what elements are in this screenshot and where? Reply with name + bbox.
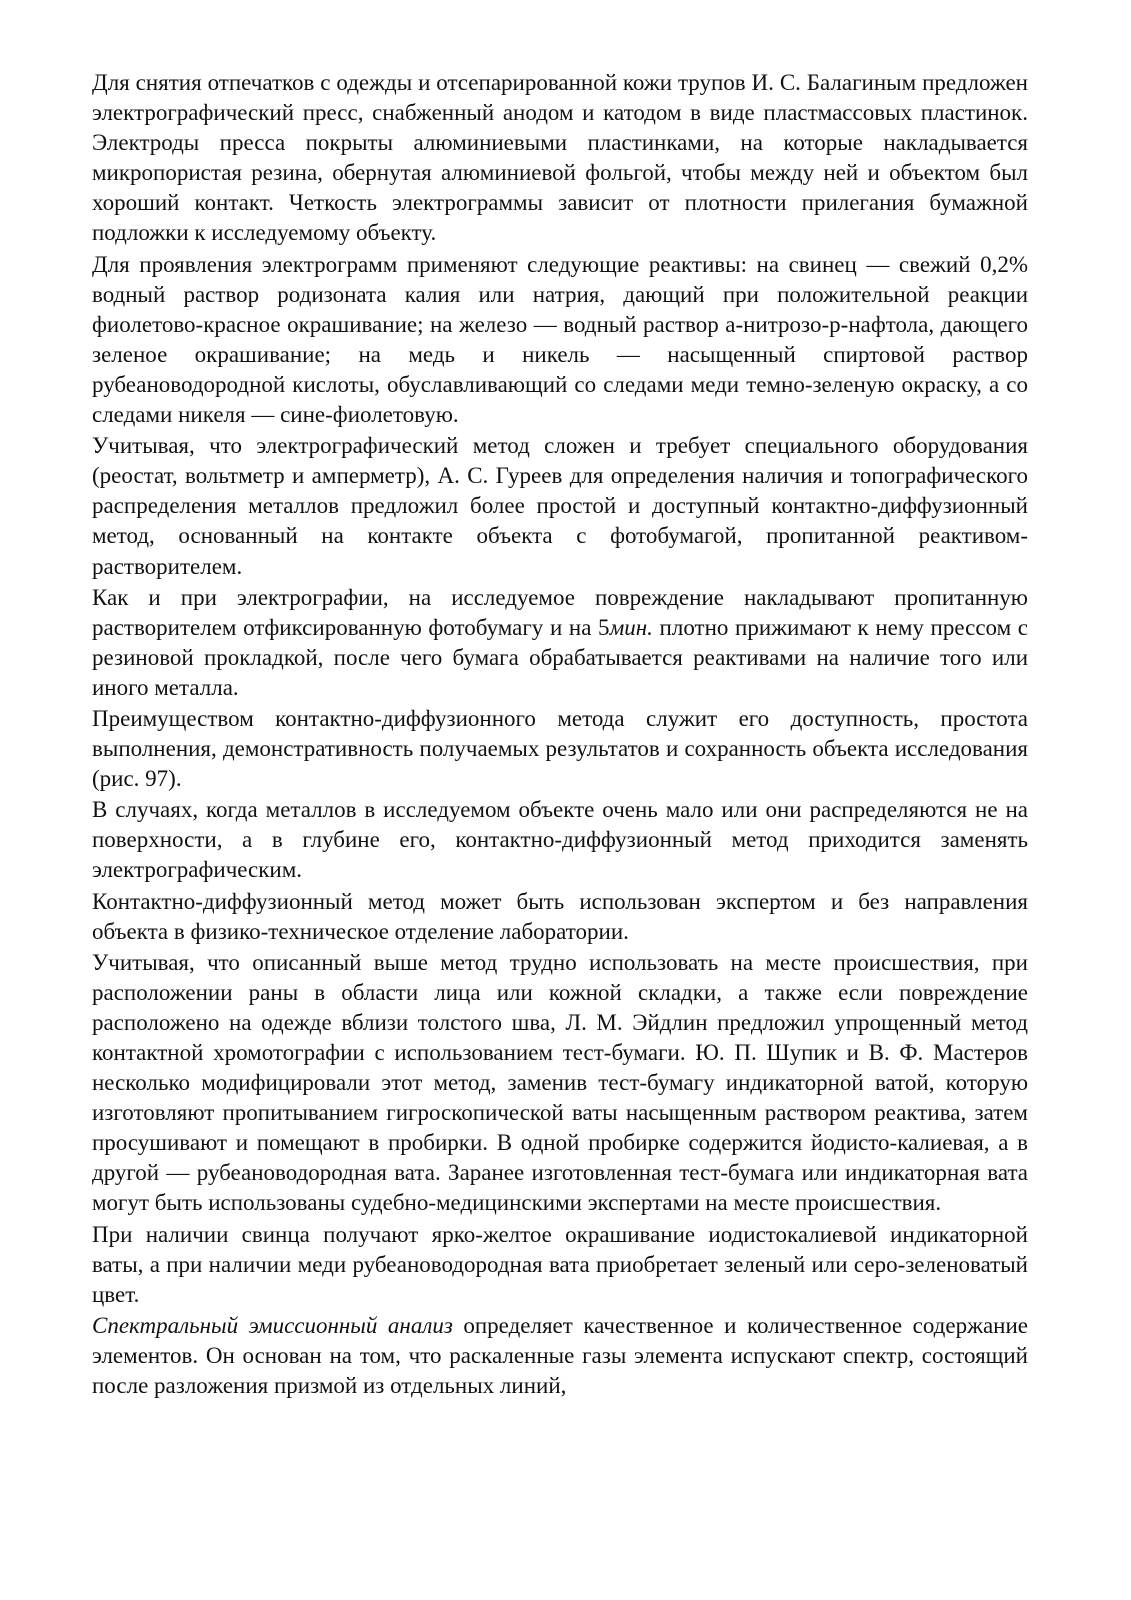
spectral-analysis-description: определяет качественное и количественное содержание элементов. Он основан на том, что раскаленные газы элемента испускают спектр, состоящий после разложения призмой из отдельных линий,	[92, 1312, 1028, 1399]
document-page	[92, 68, 1028, 1401]
paragraph-method-advantages: Преимуществом контактно-диффузионного метода служит его доступность, простота выполнения, демонстративность получаемых результатов и сохранность объекта исследования (рис. 97).	[92, 705, 1028, 792]
paragraph-developing-reagents: Для проявления электрограмм применяют следующие реактивы: на свинец — свежий 0,2% водный раствор родизоната калия или натрия, дающий при положительной реакции фиолетово-красное окрашивание; на железо — водный раствор а-нитрозо-р-нафтола, дающего зеленое окрашивание; на медь и никель — насыщенный спиртовой раствор рубеановодородной кислоты, обуславливающий со следами меди темно-зеленую окраску, а со следами никеля — сине-фиолетовую.	[92, 251, 1028, 428]
paragraph-photopaper-procedure-start: Как и при электрографии, на исследуемое повреждение накладывают пропитанную растворителем отфиксированную фотобумагу и на 5	[92, 584, 1028, 640]
paragraph-photopaper-procedure	[92, 583, 1028, 703]
paragraph-low-metal-cases: В случаях, когда металлов в исследуемом объекте очень мало или они распределяются не на поверхности, а в глубине его, контактно-диффузионный метод приходится заменять электрографическим.	[92, 797, 1028, 883]
paragraph-expert-use: Контактно-диффузионный метод может быть использован экспертом и без направления объекта в физико-техническое отделение лаборатории.	[92, 888, 1028, 944]
paragraph-color-reactions: При наличии свинца получают ярко-желтое окрашивание иодистокалиевой индикаторной ваты, а при наличии меди рубеановодородная вата приобретает зеленый или серо-зеленоватый цвет.	[92, 1221, 1028, 1307]
spectral-analysis-term: Спектральный эмиссионный анализ	[92, 1312, 453, 1338]
paragraph-eidlin-method: Учитывая, что описанный выше метод трудно использовать на месте происшествия, при расположении раны в области лица или кожной складки, а также если повреждение расположено на одежде вблизи толстого шва, Л. М. Эйдлин предложил упрощенный метод контактной хромотографии с использованием тест-бумаги. Ю. П. Шупик и В. Ф. Мастеров несколько модифицировали этот метод, заменив тест-бумагу индикаторной ватой, которую изготовляют пропитыванием гигроскопической ваты насыщенным раствором реактива, затем просушивают и помещают в пробирки. В одной пробирке содержится йодисто-калиевая, а в другой — рубеановодородная вата. Заранее изготовленная тест-бумага или индикаторная вата могут быть использованы судебно-медицинскими экспертами на месте происшествия.	[92, 949, 1028, 1216]
paragraph-spectral-analysis	[92, 1311, 1028, 1401]
paragraph-photopaper-procedure-minutes: мин.	[609, 614, 653, 640]
paragraph-balagin-press: Для снятия отпечатков с одежды и отсепарированной кожи трупов И. С. Балагиным предложен электрографический пресс, снабженный анодом и катодом в виде пластмассовых пластинок. Электроды пресса покрыты алюминиевыми пластинками, на которые накладывается микропористая резина, обернутая алюминиевой фольгой, чтобы между ней и объектом был хороший контакт. Четкость электрограммы зависит от плотности прилегания бумажной подложки к исследуемому объекту.	[92, 70, 1028, 246]
paragraph-photopaper-procedure-end: плотно прижимают к нему прессом с резиновой прокладкой, после чего бумага обрабатывается реактивами на наличие того или иного металла.	[92, 614, 1029, 700]
paragraph-gureev-method: Учитывая, что электрографический метод сложен и требует специального оборудования (реостат, вольтметр и амперметр), А. С. Гуреев для определения наличия и топографического распределения металлов предложил более простой и доступный контактно-диффузионный метод, основанный на контакте объекта с фотобумагой, пропитанной реактивом-растворителем.	[92, 433, 1028, 579]
